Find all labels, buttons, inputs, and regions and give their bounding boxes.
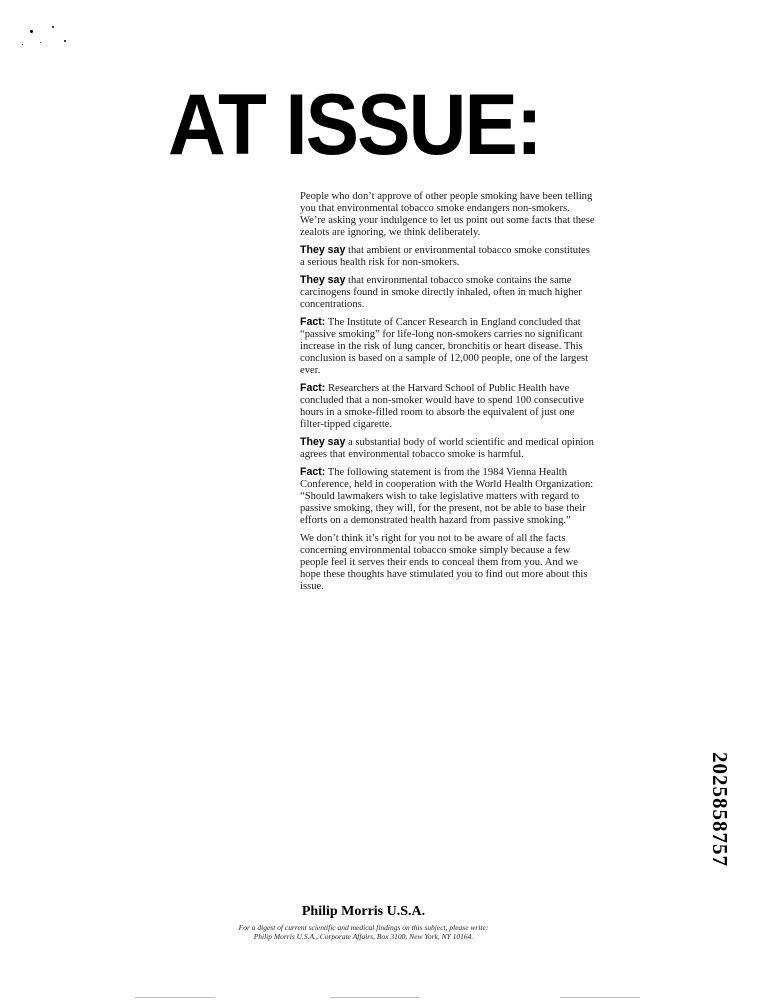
- paragraph-fact: [300, 382, 595, 431]
- paragraph-text: We don’t think it’s right for you not to be aware of all the facts concerning environmental tobacco smoke simply because a few people feel it serves their ends to conceal them from you. And we hope these thoughts have stimulated you to find out more about this issue.: [300, 533, 588, 592]
- scan-edge-line: [330, 997, 420, 998]
- headline: AT ISSUE:: [168, 77, 541, 173]
- paragraph-they-say: [300, 274, 595, 311]
- footer-note-line: Philip Morris U.S.A., Corporate Affairs, Box 3100, New York, NY 10164.: [253, 932, 474, 941]
- scan-edge-line: [135, 997, 215, 998]
- paragraph-intro: [300, 190, 595, 239]
- paragraph-fact: [300, 466, 595, 527]
- paragraph-fact: [300, 316, 595, 377]
- footer: [200, 904, 527, 941]
- paragraph-lead: They say: [300, 436, 346, 448]
- paragraph-lead: Fact:: [300, 466, 326, 478]
- paragraph-text: that ambient or environmental tobacco smoke constitutes a serious health risk for non-smokers.: [300, 245, 590, 268]
- paragraph-text: People who don’t approve of other people smoking have been telling you that environmental tobacco smoke endangers non-smokers. We’re asking your indulgence to let us point out some facts that these zealots are ignoring, we think deliberately.: [300, 191, 595, 238]
- paragraph-text: that environmental tobacco smoke contains the same carcinogens found in smoke directly inhaled, often in much higher concentrations.: [300, 275, 582, 310]
- paragraph-lead: They say: [300, 274, 346, 286]
- paragraph-text: a substantial body of world scientific and medical opinion agrees that environmental tobacco smoke is harmful.: [300, 437, 594, 460]
- footer-note-line: For a digest of current scientific and medical findings on this subject, please write:: [238, 923, 489, 932]
- paragraph-lead: Fact:: [300, 316, 326, 328]
- scan-edge-line: [560, 997, 640, 998]
- scan-specks: [20, 22, 80, 52]
- paragraph-they-say: [300, 244, 595, 269]
- article-body: [300, 190, 595, 598]
- paragraph-closing: [300, 532, 595, 593]
- paragraph-text: The following statement is from the 1984 Vienna Health Conference, held in cooperation with the World Health Organization: “Should lawmakers wish to take legislative matters with regard to passive smoking, they will, for the present, not be able to base their efforts on a demonstrated health hazard from passive smoking.”: [300, 467, 594, 526]
- brand-name: Philip Morris U.S.A.: [301, 904, 426, 919]
- paragraph-they-say: [300, 436, 595, 461]
- paragraph-text: Researchers at the Harvard School of Public Health have concluded that a non-smoker would have to spend 100 consecutive hours in a smoke-filled room to absorb the equivalent of just one filter-tipped cigarette.: [300, 383, 584, 430]
- paragraph-lead: They say: [300, 244, 346, 256]
- paragraph-text: The Institute of Cancer Research in England concluded that “passive smoking” for life-long non-smokers carries no significant increase in the risk of lung cancer, bronchitis or heart disease. This conclusion is based on a sample of 12,000 people, one of the largest ever.: [300, 317, 589, 376]
- document-number: 2025858757: [708, 752, 732, 867]
- paragraph-lead: Fact:: [300, 382, 326, 394]
- footer-note: [200, 923, 527, 941]
